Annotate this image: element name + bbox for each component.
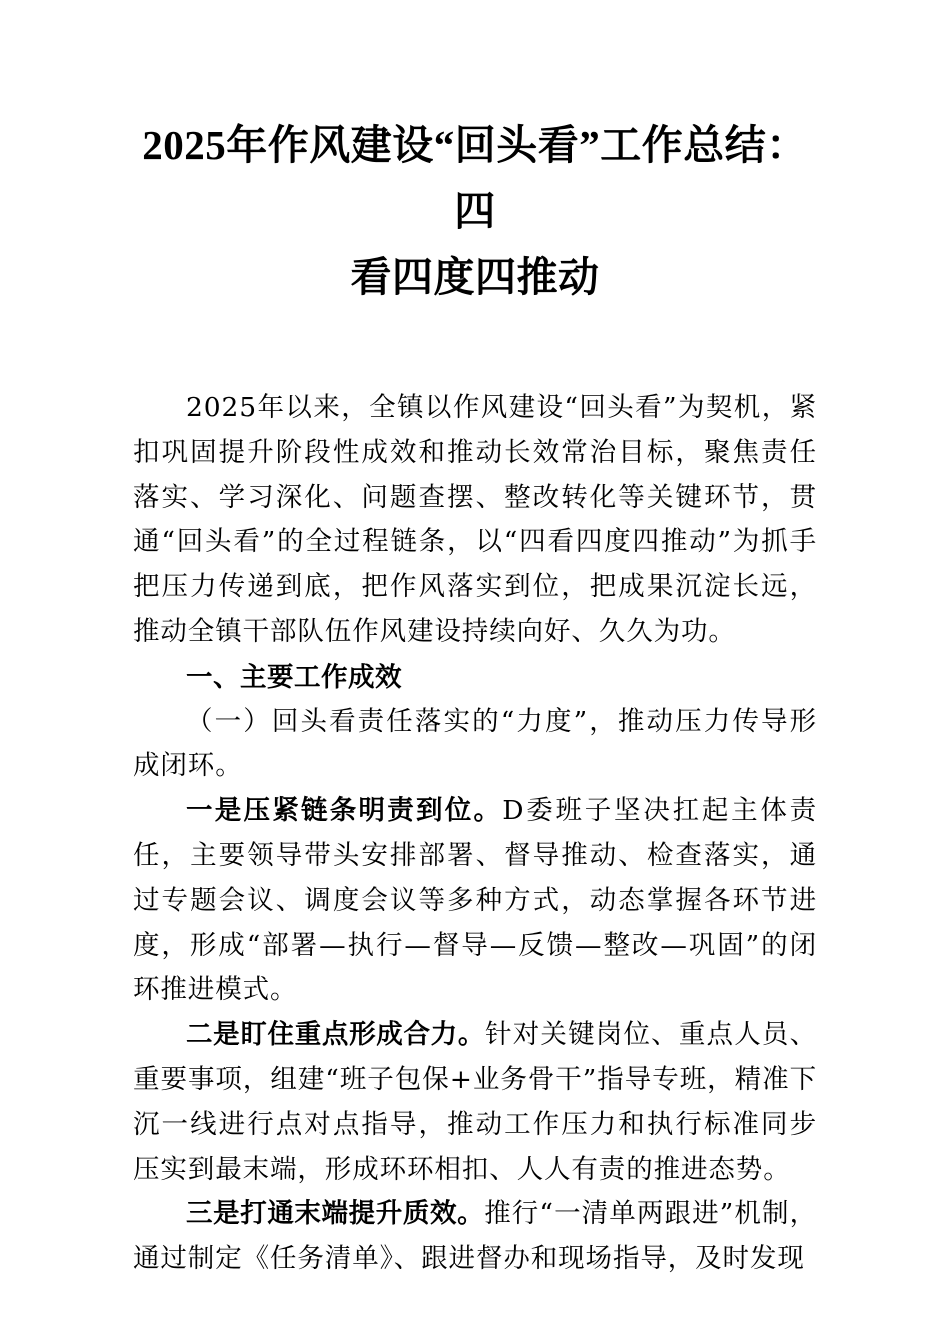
intro-paragraph: 2025年以来，全镇以作风建设“回头看”为契机，紧扣巩固提升阶段性成效和推动长效常治目标，聚焦责任落实、学习深化、问题查摆、整改转化等关键环节，贯通“回头看”的全过程链条，以“四看四度四推动”为抓手把压力传递到底，把作风落实到位，把成果沉淀长远，推动全镇干部队伍作风建设持续向好、久久为功。 xyxy=(133,392,817,647)
page-title xyxy=(133,0,817,310)
point-paragraph-1 xyxy=(133,789,817,1013)
point-3-lead: 三是打通末端提升质效。 xyxy=(186,1198,485,1230)
point-2-lead: 二是盯住重点形成合力。 xyxy=(186,1019,486,1051)
subsection-heading-1-1: （一）回头看责任落实的“力度”，推动压力传导形成闭环。 xyxy=(133,705,817,782)
point-paragraph-2 xyxy=(133,1013,817,1192)
title-body-spacer xyxy=(133,310,817,386)
point-3-text: 推行“一清单两跟进”机制，通过制定《任务清单》、跟进督办和现场指导，及时发现 xyxy=(133,1198,818,1275)
point-paragraph-3 xyxy=(133,1192,817,1282)
section-heading-1: 一、主要工作成效 xyxy=(186,661,402,692)
document-body xyxy=(133,0,817,1282)
point-1-lead: 一是压紧链条明责到位。 xyxy=(186,795,503,827)
point-1-text: D委班子坚决扛起主体责任，主要领导带头安排部署、督导推动、检查落实，通过专题会议、调度会议等多种方式，动态掌握各环节进度，形成“部署—执行—督导—反馈—整改—巩固”的闭环推进模式。 xyxy=(133,795,817,1006)
point-2-text: 针对关键岗位、重点人员、重要事项，组建“班子包保+业务骨干”指导专班，精准下沉一线进行点对点指导，推动工作压力和执行标准同步压实到最末端，形成环环相扣、人人有责的推进态势。 xyxy=(133,1019,817,1185)
page-title-line-1: 2025年作风建设“回头看”工作总结：四 xyxy=(142,122,808,234)
page-title-line-2: 看四度四推动 xyxy=(350,254,600,300)
